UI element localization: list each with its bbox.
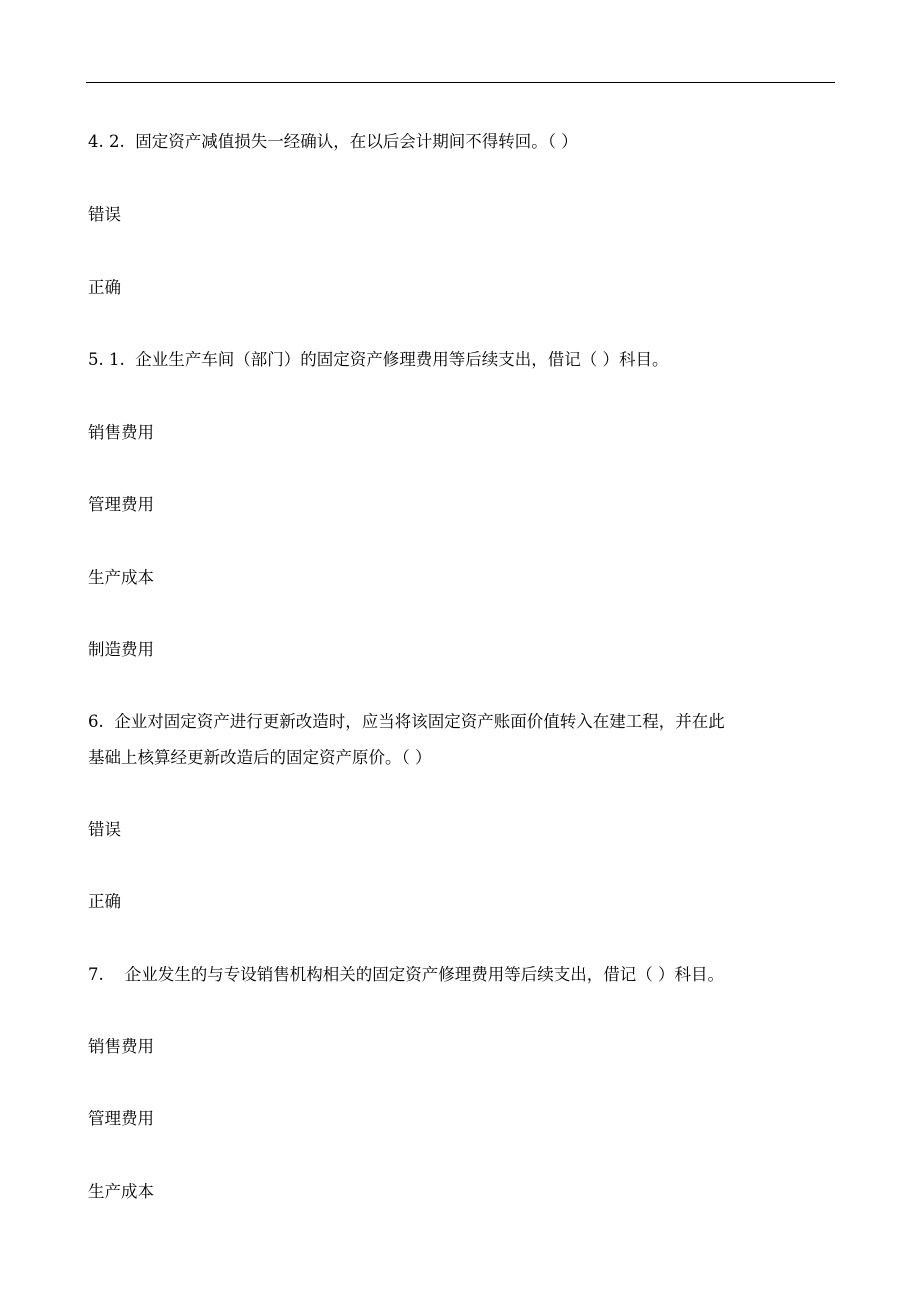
option-text: 管理费用 xyxy=(88,495,154,514)
option-text: 正确 xyxy=(88,892,121,911)
option-text: 生产成本 xyxy=(88,1182,154,1201)
question-7 xyxy=(88,963,724,987)
question-4 xyxy=(88,130,578,154)
option-text: 制造费用 xyxy=(88,640,154,659)
option-text: 销售费用 xyxy=(88,1037,154,1056)
option-text: 管理费用 xyxy=(88,1109,154,1128)
question-number: 6. xyxy=(88,712,104,731)
question-text: 企业对固定资产进行更新改造时，应当将该固定资产账面价值转入在建工程，并在此 xyxy=(114,712,725,731)
question-number: 4. 2. xyxy=(88,132,125,151)
question-number: 5. 1. xyxy=(88,350,125,369)
option-text: 销售费用 xyxy=(88,423,154,442)
question-text: 企业发生的与专设销售机构相关的固定资产修理费用等后续支出，借记（ ）科目。 xyxy=(124,965,724,984)
question-text: 企业生产车间（部门）的固定资产修理费用等后续支出，借记（ ）科目。 xyxy=(135,350,669,369)
option-text: 错误 xyxy=(88,820,121,839)
header-rule xyxy=(86,82,835,83)
question-text: 固定资产减值损失一经确认，在以后会计期间不得转回。（ ） xyxy=(135,132,578,151)
option-text: 生产成本 xyxy=(88,568,154,587)
question-text-continued: 基础上核算经更新改造后的固定资产原价。（ ） xyxy=(88,748,432,767)
question-5 xyxy=(88,348,668,372)
option-text: 正确 xyxy=(88,278,121,297)
question-number: 7. xyxy=(88,965,104,984)
option-text: 错误 xyxy=(88,205,121,224)
question-6 xyxy=(88,710,725,734)
